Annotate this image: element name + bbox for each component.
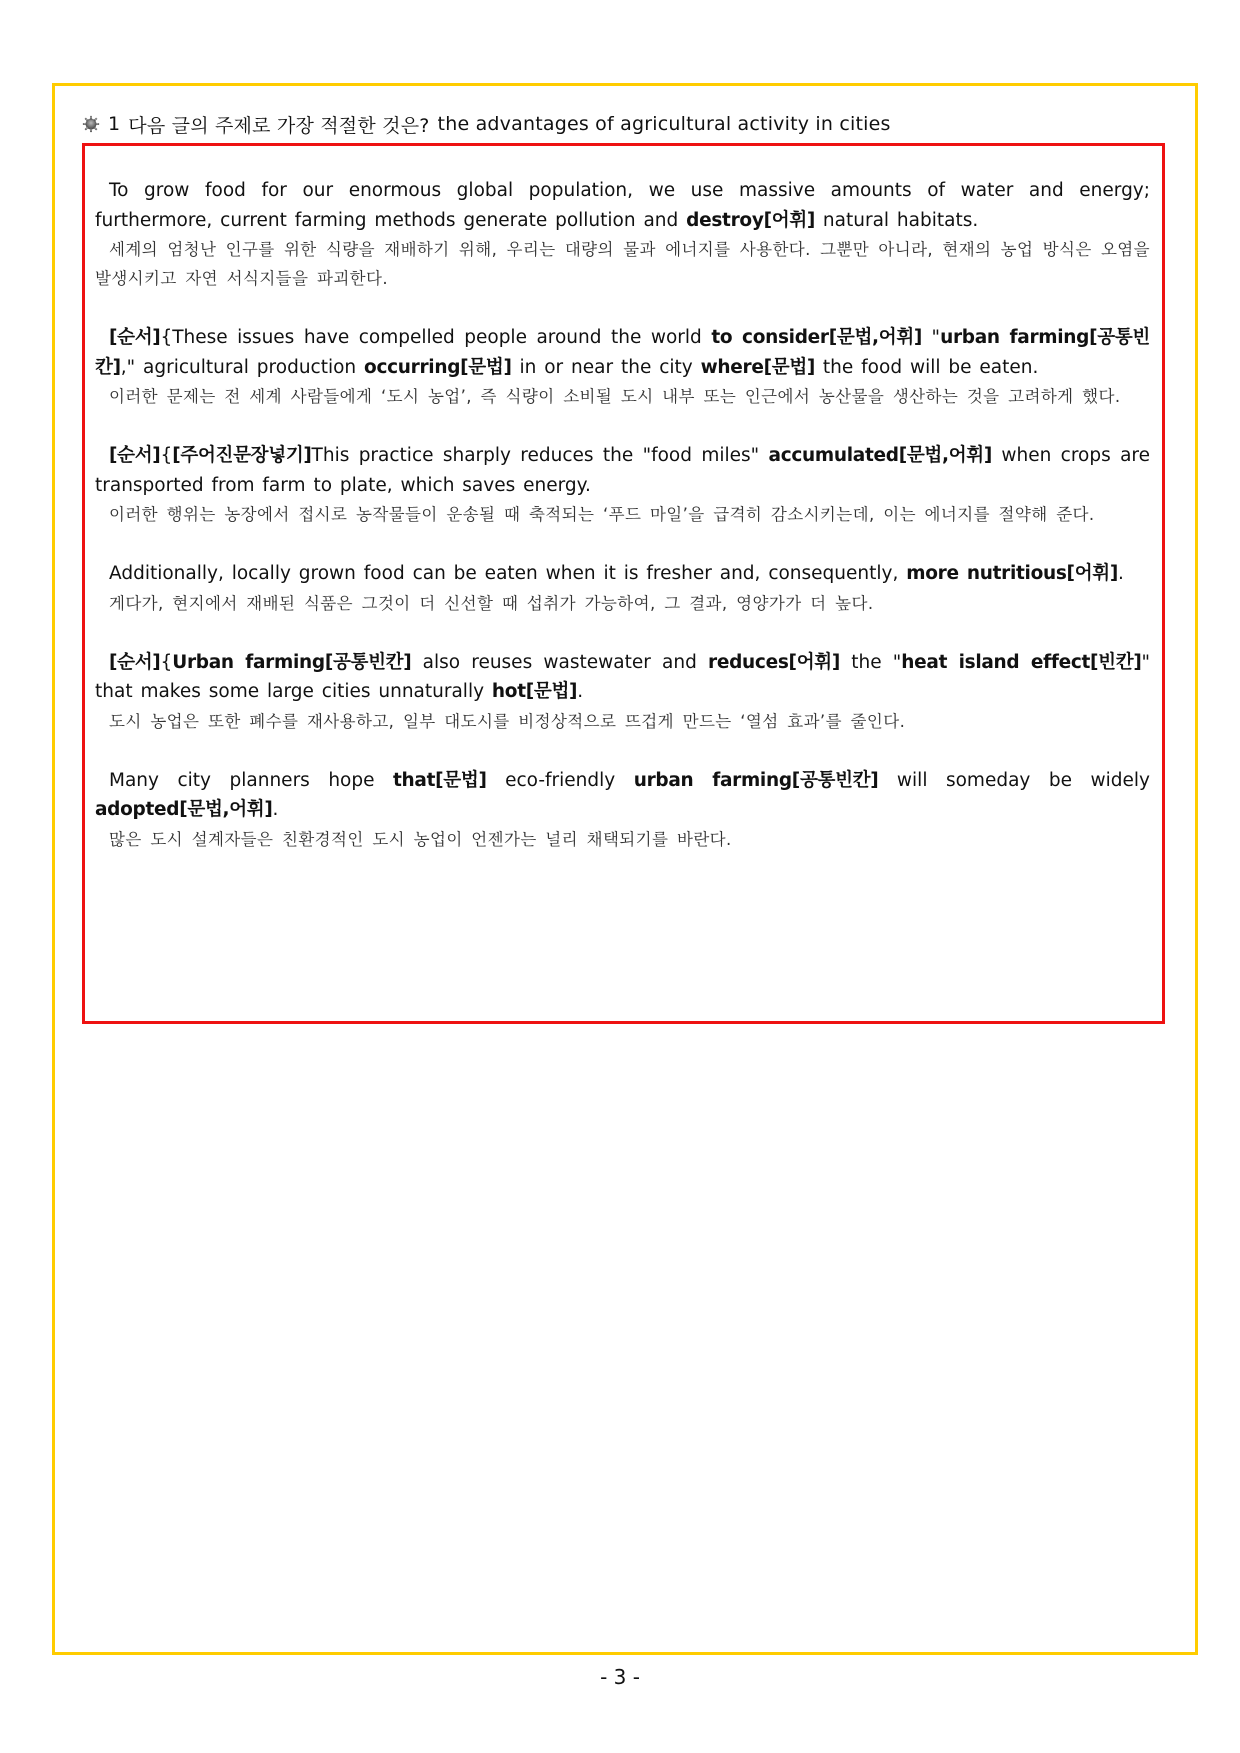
english-sentence <box>95 559 1150 589</box>
paragraph <box>95 441 1150 529</box>
page-number: - 3 - <box>600 1665 640 1689</box>
annotated-keyword: where[문법] <box>700 356 816 378</box>
sentence-text: {These issues have compelled people around the world <box>160 327 712 348</box>
annotated-keyword: accumulated[문법,어휘] <box>768 445 993 466</box>
annotated-keyword: destroy[어휘] <box>686 209 816 231</box>
sentence-text: . <box>1118 563 1124 584</box>
paragraph <box>95 766 1150 854</box>
korean-translation: 이러한 문제는 전 세계 사람들에게 ‘도시 농업’, 즉 식량이 소비될 도시 내부 또는 인근에서 농산물을 생산하는 것을 고려하게 했다. <box>109 387 1121 406</box>
paragraph <box>95 648 1150 736</box>
sentence-text: Additionally, locally grown food can be eaten when it is fresher and, consequently, <box>109 563 907 584</box>
sentence-text: Many city planners hope <box>109 769 394 791</box>
sentence-text: ," agricultural production <box>120 356 365 378</box>
sentence-text: { <box>160 651 173 673</box>
sentence-text: in or near the city <box>511 356 701 378</box>
sentence-text: To grow food for our enormous global population, we use massive amounts of water and energy; furthermore, current farming methods generate pollution and <box>95 180 1150 231</box>
sentence-text: { <box>160 445 173 466</box>
sentence-text: eco-friendly <box>486 769 634 791</box>
sentence-text: natural habitats. <box>815 209 979 231</box>
paragraph <box>95 323 1150 411</box>
sentence-text: . <box>272 799 279 820</box>
paragraph <box>95 176 1150 293</box>
english-sentence <box>95 176 1150 235</box>
question-prompt: 다음 글의 주제로 가장 적절한 것은? <box>128 114 430 137</box>
korean-translation: 세계의 엄청난 인구를 위한 식량을 재배하기 위해, 우리는 대량의 물과 에너지를 사용한다. 그뿐만 아니라, 현재의 농업 방식은 오염을 발생시키고 자연 서식지들을 파괴한다. <box>95 240 1150 288</box>
paragraph <box>95 559 1150 618</box>
sentence-text: when crops are transported from farm to plate, which saves energy. <box>95 445 1151 496</box>
sentence-text: the food will be eaten. <box>815 356 1039 378</box>
annotated-keyword: Urban farming[공통빈칸] <box>172 651 412 673</box>
question-number: 1 <box>108 113 121 135</box>
sentence-text: will someday be widely <box>878 769 1150 791</box>
english-sentence <box>95 441 1150 500</box>
annotated-keyword: hot[문법] <box>491 681 578 702</box>
sentence-text: " that makes some large cities unnaturally <box>95 651 1150 702</box>
sentence-text: also reuses wastewater and <box>411 651 709 673</box>
english-sentence <box>95 766 1150 825</box>
english-sentence <box>95 323 1150 382</box>
gear-bullet-icon <box>82 115 100 133</box>
annotated-keyword: [주어진문장넣기] <box>172 445 312 466</box>
korean-translation: 도시 농업은 또한 폐수를 재사용하고, 일부 대도시를 비정상적으로 뜨겁게 만드는 ‘열섬 효과’를 줄인다. <box>109 711 906 731</box>
passage-box <box>82 143 1165 1024</box>
annotated-keyword: urban farming[공통빈칸] <box>95 327 1150 378</box>
korean-translation: 게다가, 현지에서 재배된 식품은 그것이 더 신선할 때 섭취가 가능하여, 그 결과, 영양가가 더 높다. <box>109 593 874 613</box>
sentence-text: This practice sharply reduces the "food miles" <box>311 445 769 466</box>
annotated-keyword: [순서] <box>109 651 161 673</box>
annotated-keyword: reduces[어휘] <box>708 651 841 673</box>
annotated-keyword: more nutritious[어휘] <box>906 563 1119 584</box>
sentence-text: . <box>577 681 584 702</box>
annotated-keyword: urban farming[공통빈칸] <box>633 769 879 791</box>
annotated-keyword: [순서] <box>109 327 161 348</box>
english-sentence <box>95 648 1150 707</box>
annotated-keyword: adopted[문법,어휘] <box>95 799 273 820</box>
sentence-text: " <box>922 327 941 348</box>
question-answer: the advantages of agricultural activity in cities <box>437 113 891 135</box>
annotated-keyword: [순서] <box>109 445 161 466</box>
annotated-keyword: heat island effect[빈칸] <box>901 651 1142 673</box>
korean-translation: 많은 도시 설계자들은 친환경적인 도시 농업이 언젠가는 널리 채택되기를 바란다. <box>109 829 732 849</box>
annotated-keyword: to consider[문법,어휘] <box>711 327 923 348</box>
annotated-keyword: occurring[문법] <box>364 356 512 378</box>
question-title <box>82 110 1182 138</box>
annotated-keyword: that[문법] <box>393 769 487 791</box>
korean-translation: 이러한 행위는 농장에서 접시로 농작물들이 운송될 때 축적되는 ‘푸드 마일’을 급격히 감소시키는데, 이는 에너지를 절약해 준다. <box>109 505 1095 524</box>
sentence-text: the " <box>840 651 902 673</box>
